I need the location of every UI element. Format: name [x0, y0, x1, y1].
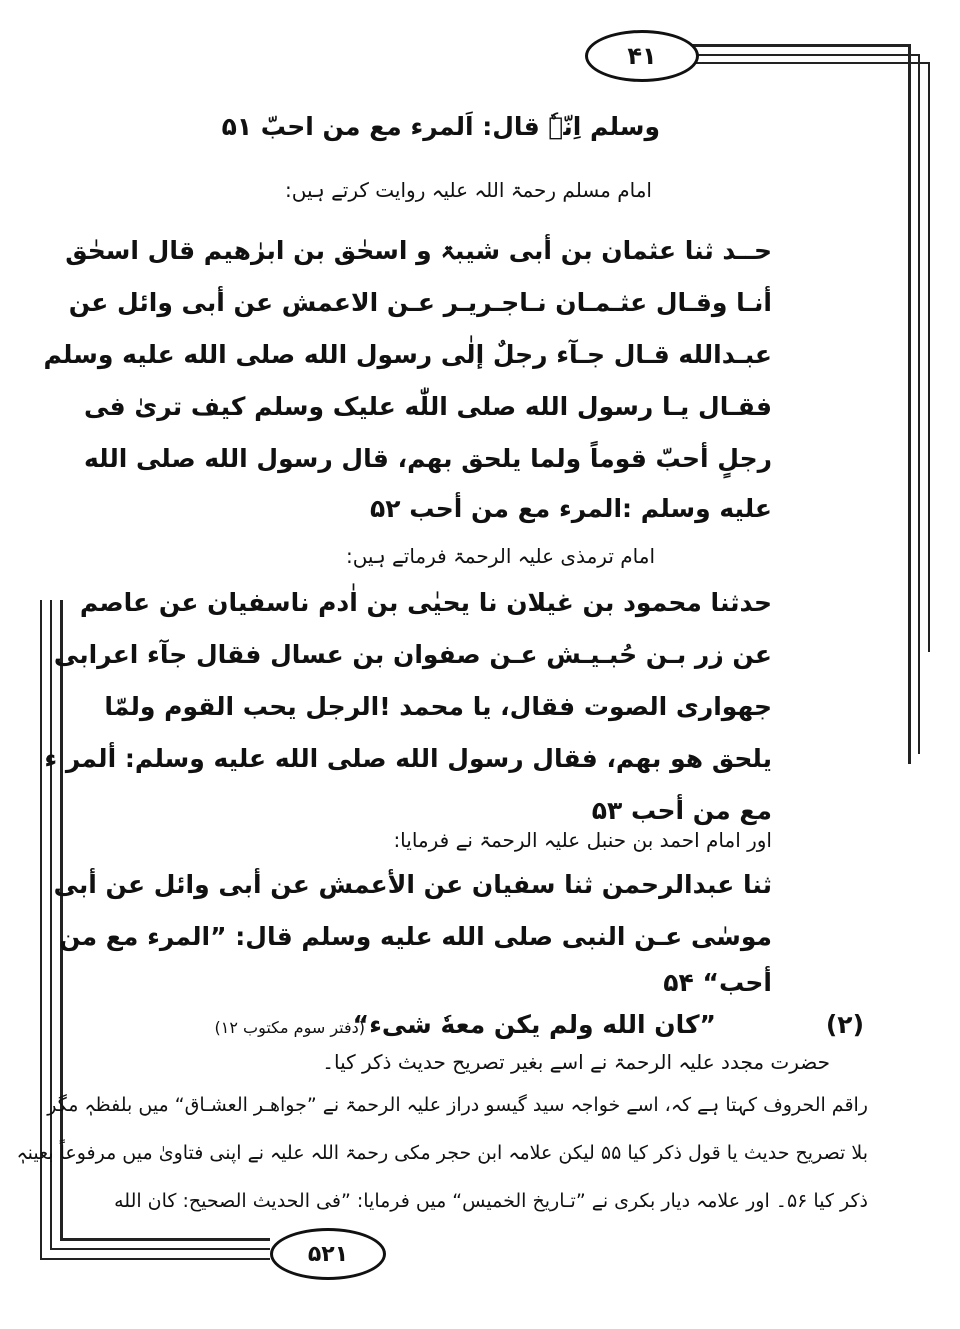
page-number-bottom	[270, 1228, 386, 1280]
hadith-muslim-line-4: فقـال یـا رسول الله صلی اللّٰه علیک وسلم کیف تریٰ فی	[83, 392, 772, 421]
frame-right-line-2	[918, 54, 920, 754]
hadith-muslim-line-3: عبـدالله قـال جـآء رجلٌ إلٰی رسول الله صلی الله علیه وسلم	[43, 340, 772, 369]
hadith-tirmidhi-line-5: مع من أحب ۵۳	[591, 796, 772, 825]
frame-top-line-3	[690, 62, 930, 64]
hadith-muslim-line-5: رجلٍ أحبّ قوماً ولما یلحق بهم، قال رسول الله صلی الله	[83, 444, 772, 473]
page-number-bottom-text: ۵۲۱	[307, 1241, 349, 1267]
urdu-paragraph-line-2: راقم الحروف کہتا ہے کہ، اسے خواجہ سید گیسو دراز علیہ الرحمۃ نے ”جواهـر العشـاق“ میں بلفظہٖ مگر	[47, 1094, 868, 1116]
hadith-ahmad-line-2: موسٰی عـن النبی صلی الله علیه وسلم قال: ”المرء مع من	[59, 922, 772, 951]
narration-intro-ahmad: اور امام احمد بن حنبل علیہ الرحمۃ نے فرمایا:	[393, 828, 772, 852]
hadith-muslim-line-6: علیه وسلم :المرء مع من أحب ۵۲	[370, 494, 772, 523]
urdu-paragraph-line-4: ذکر کیا ۵۶۔ اور علامہ دیار بکری نے ”تـاریخ الخمیس“ میں فرمایا: ”فی الحدیث الصحیح: کان الله	[114, 1190, 868, 1212]
narration-intro-tirmidhi: امام ترمذی علیہ الرحمۃ فرماتے ہیں:	[345, 544, 655, 568]
frame-top-line-1	[690, 44, 910, 47]
frame-top-line-2	[690, 54, 920, 56]
section-reference: (دفتر سوم مکتوب ۱۲)	[214, 1018, 365, 1037]
section-heading: ”کان الله ولم یکن معهٗ شیء“	[352, 1010, 716, 1039]
hadith-muslim-line-2: أنـا وقـال عثـمـان نـاجـريـر عـن الاعمش عن أبی وائل عن	[68, 288, 772, 317]
hadith-tirmidhi-line-4: یلحق هو بهم، فقال رسول الله صلی الله علیه وسلم: ألمر ء	[44, 744, 772, 773]
hadith-ahmad-line-1: ثنا عبدالرحمن ثنا سفیان عن الأعمش عن أبی وائل عن أبی	[53, 870, 772, 899]
hadith-tirmidhi-line-1: حدثنا محمود بن غیلان نا یحیٰی بن اٰدم ناسفیان عن عاصم	[79, 588, 772, 617]
frame-right-line-1	[908, 44, 911, 764]
frame-bottom-line-1	[40, 1258, 270, 1260]
urdu-paragraph-line-3: بلا تصریح حدیث یا قول ذکر کیا ۵۵ لیکن علامہ ابن حجر مکی رحمۃ اللہ علیہ نے اپنی فتاویٰ میں مرفوعاً بعینہٖ	[16, 1142, 868, 1164]
hadith-tirmidhi-line-3: جهواری الصوت فقال، یا محمد !الرجل یحب القوم ولمّا	[104, 692, 772, 721]
hadith-muslim-line-1: حــد ثنا عثمان بن أبی شیبۃ و اسحٰق بن ابرٰھیم قال اسحٰق	[65, 236, 772, 265]
frame-bottom-line-2	[50, 1248, 270, 1250]
hadith-tirmidhi-line-2: عن زر بـن حُبـیـش عـن صفوان بن عسال فقال جآء اعرابی	[53, 640, 772, 669]
urdu-paragraph-line-1: حضرت مجدد علیہ الرحمۃ نے اسے بغیر تصریح حدیث ذکر کیا۔	[322, 1050, 830, 1074]
frame-right-line-3	[928, 62, 930, 652]
hadith-line-1: وسلم اِنّہٗ قال: اَلمرء مع من احبّ ۵۱	[221, 112, 660, 141]
page-number-top-text: ۴۱	[627, 42, 657, 70]
frame-bottom-line-3	[60, 1238, 270, 1241]
page-number-top	[585, 30, 699, 82]
narration-intro-muslim: امام مسلم رحمۃ اللہ علیہ روایت کرتے ہیں:	[285, 178, 652, 202]
section-number: (۲)	[825, 1010, 864, 1039]
hadith-ahmad-line-3: أحب“ ۵۴	[663, 968, 772, 997]
